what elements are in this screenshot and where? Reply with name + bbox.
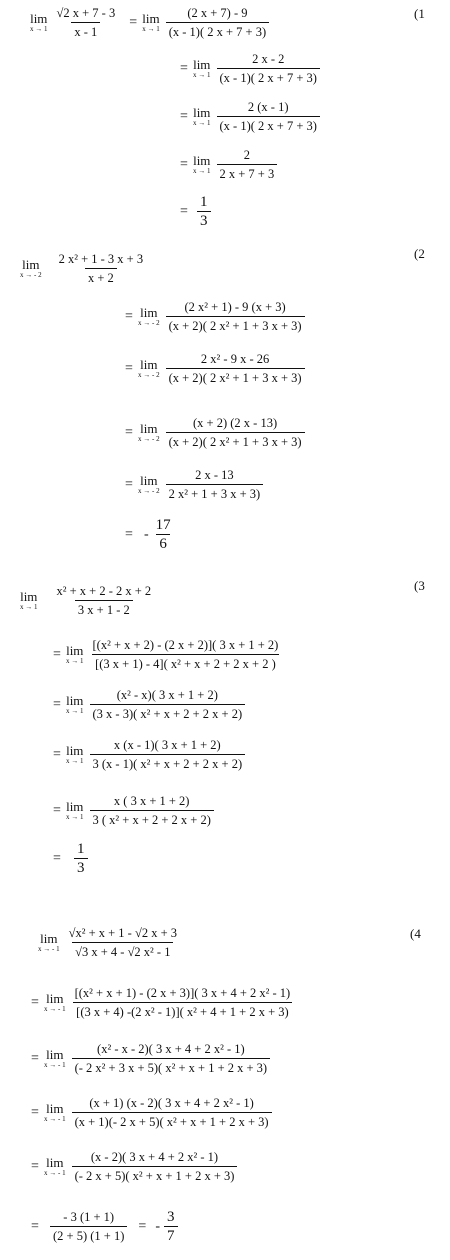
p3-expression: $\frac{\text{x² + x + 2 - 2 x + 2}}{3 x + 1 - 2}$ (56, 584, 152, 617)
p3-step-row (48, 638, 281, 671)
equals-sign: = (31, 1218, 39, 1234)
p1-result: $\frac{1}{3}$ (197, 195, 211, 228)
p2-step-row (120, 416, 305, 449)
equals-sign: = (53, 850, 61, 866)
p1-step-3: $\frac{2 (x - 1)}{(x - 1)( 2 x + 7 + 3)}$ (217, 100, 320, 133)
p1-result-row (175, 195, 211, 228)
lim-operator: lim x → 1 (20, 589, 38, 611)
p4-step-row (26, 986, 293, 1019)
minus-sign: - (155, 1218, 161, 1234)
equals-sign: = (180, 203, 188, 219)
p4-head-row (38, 926, 180, 959)
lim-operator: lim x → - 2 (138, 305, 160, 327)
p2-head-row (20, 252, 146, 285)
minus-sign: - (144, 526, 149, 542)
p2-step-row (120, 352, 305, 385)
p2-result-row (120, 518, 174, 551)
p3-result-row (48, 842, 88, 875)
p3-step-2: $\frac{\text{(x² - x)( 3 x + 1 + 2)}}{\text{(3 x - 3)( x² + x + 2 + 2 x + 2)}}$ (90, 688, 246, 721)
equals-sign: = (53, 802, 61, 818)
equals-sign: = (53, 646, 61, 662)
p2-step-1: $\frac{\text{(2 x² + 1) - 9 (x + 3)}}{\text{(x + 2)( 2 x² + 1 + 3 x + 3)}}$ (166, 300, 305, 333)
equals-sign: = (180, 60, 188, 76)
p4-expression: $\frac{\text{√x² + x + 1 - √2 x + 3}}{\text{√3 x + 4 - √2 x² - 1}}$ (68, 926, 177, 959)
lim-operator: lim x → 1 (142, 11, 160, 33)
p3-head-row (20, 584, 154, 617)
p1-head-row (30, 6, 269, 39)
p2-result: $\frac{17}{6}$ (155, 517, 171, 552)
p1-step-row (175, 148, 277, 181)
equals-sign: = (138, 1218, 147, 1234)
p4-step-row (26, 1096, 272, 1129)
p4-step-4: $\frac{\text{(x - 2)( 3 x + 4 + 2 x² - 1)}}{\text{(- 2 x + 5)( x² + x + 1 + 2 x + 3)}}$ (72, 1150, 238, 1183)
lim-operator: lim x → 1 (193, 105, 211, 127)
lim-operator: lim x → 1 (66, 643, 84, 665)
problem-number: (4 (410, 926, 421, 941)
equals-sign: = (125, 424, 133, 440)
p4-step-row (26, 1150, 237, 1183)
equals-sign: = (125, 360, 133, 376)
p1-step-2: $\frac{2 x - 2}{(x - 1)( 2 x + 7 + 3)}$ (217, 52, 320, 85)
equals-sign: = (125, 526, 133, 542)
p4-final-fraction: $\frac{- 3 (1 + 1)}{(2 + 5) (1 + 1)}$ (50, 1210, 127, 1243)
problem-number: (2 (414, 246, 425, 261)
p1-step-row (175, 52, 320, 85)
p3-step-4: $\frac{x ( 3 x + 1 + 2)}{\text{3 ( x² + x + 2 + 2 x + 2)}}$ (90, 794, 214, 827)
equals-sign: = (180, 108, 188, 124)
lim-operator: lim x → - 1 (44, 991, 66, 1013)
problem-number: (3 (414, 578, 425, 593)
equals-sign: = (31, 1050, 39, 1066)
lim-operator: lim x → - 2 (138, 473, 160, 495)
equals-sign: = (53, 696, 61, 712)
lim-operator: lim x → 1 (66, 799, 84, 821)
p3-step-row (48, 738, 245, 771)
p4-result: $\frac{3}{7}$ (164, 1210, 178, 1243)
p2-step-4: $\frac{2 x - 13}{\text{2 x² + 1 + 3 x + 3)}}$ (166, 468, 264, 501)
equals-sign: = (31, 994, 39, 1010)
equals-sign: = (31, 1158, 39, 1174)
equals-sign: = (180, 156, 188, 172)
lim-operator: lim x → - 1 (44, 1155, 66, 1177)
lim-operator: lim x → 1 (66, 693, 84, 715)
lim-operator: lim x → - 1 (44, 1101, 66, 1123)
p2-step-row (120, 300, 305, 333)
lim-operator: lim x → - 2 (138, 357, 160, 379)
p4-step-1: $\frac{\text{[(x² + x + 1) - (2 x + 3)]( 3 x + 4 + 2 x² - 1)}}{\text{[(3 x + 4) -(2 x² - 1)]( x² + 4 + 1 + 2 x + 3)}}$ (74, 986, 291, 1019)
equals-sign: = (53, 746, 61, 762)
lim-operator: lim x → - 2 (20, 257, 42, 279)
p3-step-row (48, 688, 245, 721)
p3-step-1: $\frac{\text{[(x² + x + 2) - (2 x + 2)]( 3 x + 1 + 2)}}{\text{[(3 x + 1) - 4]( x² + x + 2 + 2 x + 2 )}}$ (92, 638, 279, 671)
p2-expression: $\frac{\text{2 x² + 1 - 3 x + 3}}{x + 2}$ (58, 252, 144, 285)
lim-operator: lim x → 1 (30, 11, 48, 33)
equals-sign: = (125, 308, 133, 324)
p3-step-row (48, 794, 214, 827)
problem-number: (1 (414, 6, 425, 21)
p2-step-row (120, 468, 263, 501)
lim-operator: lim x → 1 (193, 153, 211, 175)
lim-operator: lim x → 1 (193, 57, 211, 79)
lim-operator: lim x → 1 (66, 743, 84, 765)
p1-step-row (175, 100, 320, 133)
p2-step-2: $\frac{\text{2 x² - 9 x - 26}}{\text{(x + 2)( 2 x² + 1 + 3 x + 3)}}$ (166, 352, 305, 385)
p4-step-row (26, 1042, 270, 1075)
equals-sign: = (129, 14, 138, 30)
equals-sign: = (125, 476, 133, 492)
lim-operator: lim x → - 1 (38, 931, 60, 953)
p1-step-1: $\frac{(2 x + 7) - 9}{(x - 1)( 2 x + 7 + 3)}$ (166, 6, 269, 39)
equals-sign: = (31, 1104, 39, 1120)
p1-expression: $\frac{√2 x + 7 - 3}{x - 1}$ (56, 6, 116, 39)
lim-operator: lim x → - 2 (138, 421, 160, 443)
p4-result-row (26, 1210, 178, 1243)
p3-step-3: $\frac{x (x - 1)( 3 x + 1 + 2)}{\text{3 (x - 1)( x² + x + 2 + 2 x + 2)}}$ (90, 738, 246, 771)
p3-result: $\frac{1}{3}$ (74, 842, 88, 875)
p4-step-3: $\frac{\text{(x + 1) (x - 2)( 3 x + 4 + 2 x² - 1)}}{\text{(x + 1)(- 2 x + 5)( x² + x + 1 + 2 x + 3)}}$ (72, 1096, 272, 1129)
p2-step-3: $\frac{(x + 2) (2 x - 13)}{\text{(x + 2)( 2 x² + 1 + 3 x + 3)}}$ (166, 416, 305, 449)
lim-operator: lim x → - 1 (44, 1047, 66, 1069)
p1-step-4: $\frac{2}{2 x + 7 + 3}$ (217, 148, 278, 181)
p4-step-2: $\frac{\text{(x² - x - 2)( 3 x + 4 + 2 x² - 1)}}{\text{(- 2 x² + 3 x + 5)( x² + x + 1 + 2 x + 3)}}$ (72, 1042, 270, 1075)
